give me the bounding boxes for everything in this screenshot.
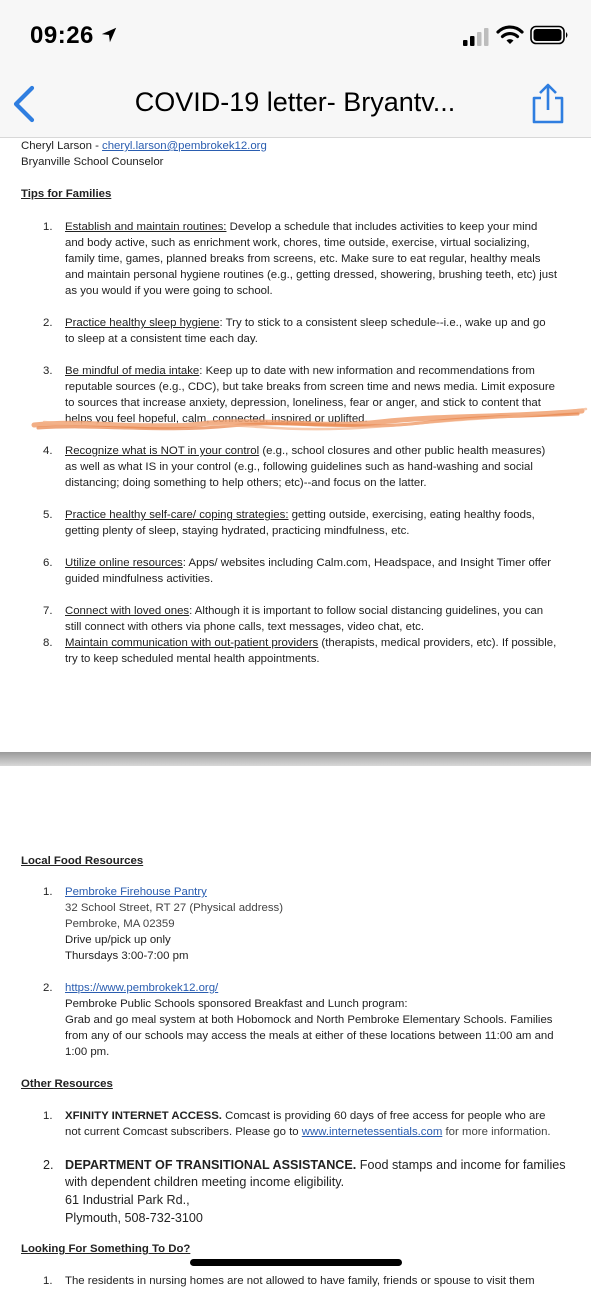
xfinity-text: for more information.: [442, 1126, 551, 1138]
tip-7-line: still connect with others via phone calls, text messages, video chat, etc.: [65, 621, 424, 633]
tip-3-text: : Keep up to date with new information and recommendations from: [199, 365, 535, 377]
tip-number: 2.: [43, 317, 53, 329]
dta-text: Food stamps and income for families: [356, 1158, 566, 1172]
highlight-scribble: [30, 405, 590, 439]
status-time: 09:26: [30, 22, 94, 49]
tip-number: 6.: [43, 557, 53, 569]
battery-icon: [530, 25, 570, 45]
dta-phone: Plymouth, 508-732-3100: [65, 1211, 203, 1225]
xfinity-text: not current Comcast subscribers. Please go to: [65, 1126, 302, 1138]
tip-2-line: to sleep at a consistent time each day.: [65, 333, 258, 345]
meal-program-line: 1:00 pm.: [65, 1046, 110, 1058]
cellular-signal-icon: [462, 28, 492, 46]
tip-6-line: [65, 555, 551, 571]
other-heading: Other Resources: [21, 1078, 113, 1090]
pembroke-schools-link[interactable]: https://www.pembrokek12.org/: [65, 982, 219, 994]
tip-7-line: [65, 603, 543, 619]
tip-4-line: distancing; doing something to help others; etc)--and focus on the latter.: [65, 477, 427, 489]
tip-number: 7.: [43, 605, 53, 617]
pantry-hours: Thursdays 3:00-7:00 pm: [65, 950, 189, 962]
tip-3-line: helps you feel hopeful, calm, connected, inspired or uplifted.: [65, 413, 368, 425]
food-number: 2.: [43, 982, 53, 994]
food-number: 1.: [43, 886, 53, 898]
dta-title: DEPARTMENT OF TRANSITIONAL ASSISTANCE.: [65, 1158, 357, 1172]
author-email-link[interactable]: cheryl.larson@pembrokek12.org: [102, 140, 267, 152]
tip-8-line: try to keep scheduled mental health appointments.: [65, 653, 320, 665]
tip-number: 1.: [43, 221, 53, 233]
meal-program-line: Pembroke Public Schools sponsored Breakfast and Lunch program:: [65, 998, 408, 1010]
meal-program-line: from any of our schools may access the meals at either of these locations between 11:00 am and: [65, 1030, 554, 1042]
internet-essentials-link[interactable]: www.internetessentials.com: [301, 1126, 443, 1138]
tip-7-title: Connect with loved ones: [65, 605, 190, 617]
tip-number: 4.: [43, 445, 53, 457]
tip-4-text: (e.g., school closures and other public health measures): [259, 445, 546, 457]
wifi-icon: [496, 24, 524, 46]
tip-4-title: Recognize what is NOT in your control: [65, 445, 260, 457]
dta-address: 61 Industrial Park Rd.,: [65, 1193, 190, 1207]
pantry-note: Drive up/pick up only: [65, 934, 171, 946]
share-icon[interactable]: [528, 82, 568, 126]
location-arrow-icon: [100, 26, 118, 44]
tip-3-line: [65, 363, 535, 379]
tip-2-line: [65, 315, 546, 331]
tip-7-text: : Although it is important to follow social distancing guidelines, you can: [189, 605, 544, 617]
other-number: 1.: [43, 1110, 53, 1122]
author-role: Bryanville School Counselor: [21, 156, 164, 168]
page-break-divider: [0, 752, 591, 766]
navigation-bar: [0, 70, 591, 138]
tip-6-line: guided mindfulness activities.: [65, 573, 214, 585]
tip-6-text: : Apps/ websites including Calm.com, Headspace, and Insight Timer offer: [182, 557, 552, 569]
tip-8-text: (therapists, medical providers, etc). If possible,: [318, 637, 557, 649]
status-bar: [0, 0, 591, 70]
tip-5-line: getting plenty of sleep, staying hydrated, practicing mindfulness, etc.: [65, 525, 410, 537]
other-number: 2.: [43, 1158, 54, 1172]
tip-2-title: Practice healthy sleep hygiene: [65, 317, 220, 329]
xfinity-text: Comcast is providing 60 days of free access for people who are: [221, 1110, 546, 1122]
tip-1-line: family time, games, planned breaks from screens, etc. Make sure to eat regular, healthy meals: [65, 253, 541, 265]
tip-number: 8.: [43, 637, 53, 649]
back-chevron-icon[interactable]: [8, 82, 42, 126]
tip-number: 5.: [43, 509, 53, 521]
tip-1-line: as you would if you were going to school.: [65, 285, 273, 297]
tip-1-title: Establish and maintain routines:: [65, 221, 227, 233]
tip-4-line: as well as what IS in your control (e.g., following guidelines such as hand-washing and social: [65, 461, 533, 473]
tip-3-title: Be mindful of media intake: [65, 365, 200, 377]
tip-1-text: Develop a schedule that includes activities to keep your mind: [226, 221, 538, 233]
tip-3-line: reputable sources (e.g., CDC), but take breaks from screen time and news media. Limit exposure: [65, 381, 556, 393]
home-indicator[interactable]: [190, 1259, 402, 1266]
tip-8-title: Maintain communication with out-patient providers: [65, 637, 319, 649]
tip-1-line: and body active, such as enrichment work, chores, time outside, exercise, virtual socializing,: [65, 237, 530, 249]
tip-6-title: Utilize online resources: [65, 557, 183, 569]
author-name: Cheryl Larson -: [21, 140, 103, 152]
tip-5-text: getting outside, exercising, eating healthy foods,: [288, 509, 535, 521]
firehouse-pantry-link[interactable]: Pembroke Firehouse Pantry: [65, 886, 207, 898]
tips-heading: Tips for Families: [21, 188, 112, 200]
dta-line: [65, 1157, 566, 1174]
tip-2-text: : Try to stick to a consistent sleep schedule--i.e., wake up and go: [219, 317, 546, 329]
tip-3-line: to sources that increase anxiety, depression, loneliness, fear or anger, and stick to content that: [65, 397, 541, 409]
document-title: COVID-19 letter- Bryantv...: [134, 87, 456, 117]
meal-program-line: Grab and go meal system at both Hobomock and North Pembroke Elementary Schools. Families: [65, 1014, 553, 1026]
tip-1-line: [65, 219, 537, 235]
xfinity-line: [65, 1124, 551, 1140]
something-number: 1.: [43, 1275, 53, 1287]
food-heading: Local Food Resources: [21, 855, 144, 867]
pantry-address: 32 School Street, RT 27 (Physical address): [65, 902, 284, 914]
dta-line: with dependent children meeting income eligibility.: [65, 1175, 345, 1189]
something-line: The residents in nursing homes are not allowed to have family, friends or spouse to visit them: [65, 1275, 535, 1287]
author-line: [21, 138, 267, 154]
tip-8-line: [65, 635, 556, 651]
xfinity-line: [65, 1108, 546, 1124]
pantry-city: Pembroke, MA 02359: [65, 918, 175, 930]
tip-number: 3.: [43, 365, 53, 377]
tip-5-line: [65, 507, 535, 523]
tip-4-line: [65, 443, 545, 459]
something-heading: Looking For Something To Do?: [21, 1243, 191, 1255]
tip-5-title: Practice healthy self-care/ coping strategies:: [65, 509, 289, 521]
tip-1-line: and maintain personal hygiene routines (e.g., getting dressed, showering, brushing teeth, etc) just: [65, 269, 557, 281]
xfinity-title: XFINITY INTERNET ACCESS.: [65, 1110, 222, 1122]
